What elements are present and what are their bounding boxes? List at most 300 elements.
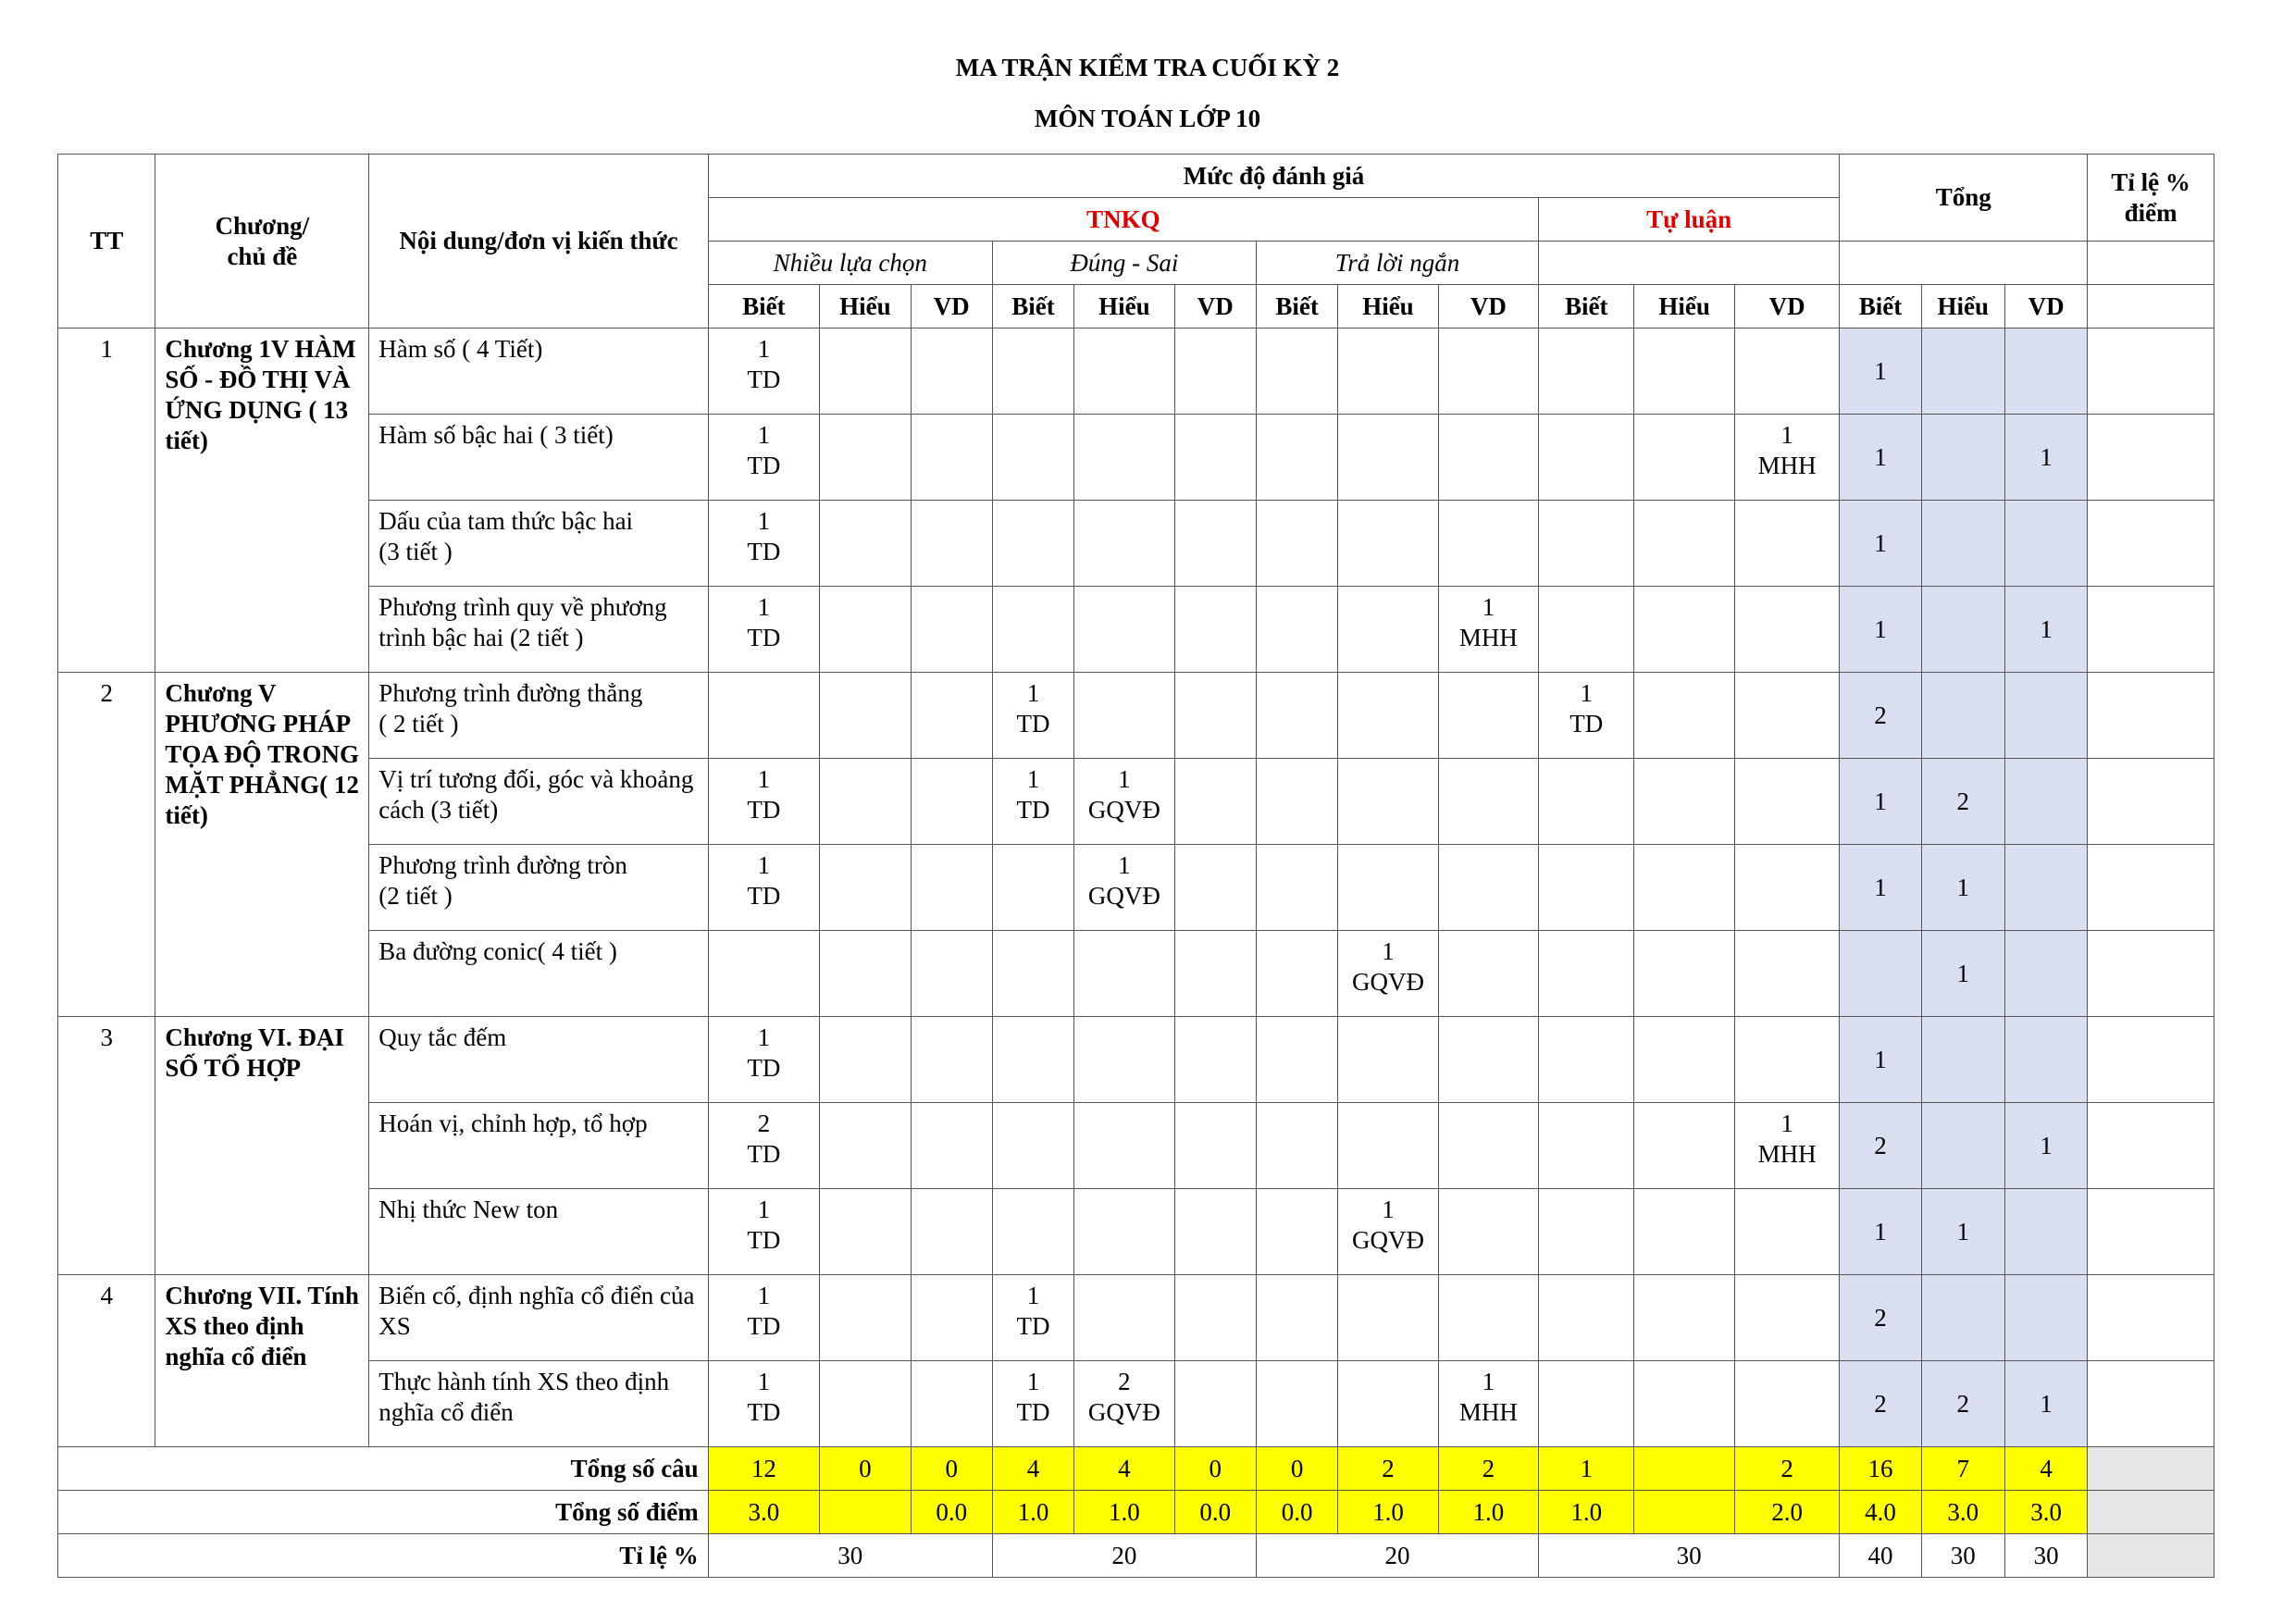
header-short-answer: Trả lời ngắn xyxy=(1256,242,1538,285)
question-cell xyxy=(1539,501,1634,587)
question-cell xyxy=(911,1103,992,1189)
question-cell xyxy=(1539,587,1634,673)
question-cell xyxy=(911,1017,992,1103)
row-total-cell: 1 xyxy=(2004,1361,2087,1447)
table-row xyxy=(58,759,2214,845)
question-cell xyxy=(820,673,911,759)
chapter-name: Chương V PHƯƠNG PHÁP TỌA ĐỘ TRONG MẶT PHẲNG( 12 tiết) xyxy=(155,673,369,1017)
total-points-row-value: 1.0 xyxy=(992,1491,1073,1534)
question-cell xyxy=(1438,501,1538,587)
content-unit: Quy tắc đếm xyxy=(369,1017,708,1103)
row-total-cell xyxy=(1921,1103,2004,1189)
row-total-cell xyxy=(2004,1275,2087,1361)
question-cell xyxy=(911,1275,992,1361)
table-row xyxy=(58,673,2214,759)
percent-group-value: 20 xyxy=(992,1534,1256,1578)
question-cell xyxy=(911,931,992,1017)
question-cell xyxy=(1539,759,1634,845)
total-points-row-value: 3.0 xyxy=(708,1491,819,1534)
question-cell xyxy=(820,415,911,501)
question-cell: 1 TD xyxy=(708,1275,819,1361)
question-cell xyxy=(1256,673,1337,759)
question-cell xyxy=(1256,1103,1337,1189)
question-cell xyxy=(1734,501,1839,587)
question-cell xyxy=(1634,845,1734,931)
table-row xyxy=(58,1017,2214,1103)
row-total-cell xyxy=(1921,673,2004,759)
header-tnkq: TNKQ xyxy=(708,198,1538,242)
header-level-blank xyxy=(2088,285,2214,329)
header-level-vd: VD xyxy=(2004,285,2087,329)
question-cell xyxy=(1256,1275,1337,1361)
question-cell xyxy=(992,329,1073,415)
row-total-cell xyxy=(2004,759,2087,845)
question-cell xyxy=(1634,1361,1734,1447)
row-total-cell xyxy=(2004,1189,2087,1275)
question-cell xyxy=(1256,587,1337,673)
row-total-cell: 2 xyxy=(1921,759,2004,845)
question-cell xyxy=(1539,1275,1634,1361)
row-total-cell: 1 xyxy=(1840,329,1921,415)
question-cell xyxy=(1338,1103,1438,1189)
question-cell xyxy=(1256,931,1337,1017)
question-cell xyxy=(1174,1361,1256,1447)
percent-total-value: 40 xyxy=(1840,1534,1921,1578)
row-ratio-cell xyxy=(2088,415,2214,501)
table-row xyxy=(58,931,2214,1017)
question-cell xyxy=(1634,1189,1734,1275)
question-cell xyxy=(1539,329,1634,415)
total-questions-row-value: 1 xyxy=(1539,1447,1634,1491)
row-total-cell: 1 xyxy=(2004,587,2087,673)
total-questions-row-label: Tổng số câu xyxy=(58,1447,709,1491)
question-cell xyxy=(1438,329,1538,415)
question-cell xyxy=(1734,931,1839,1017)
row-total-cell xyxy=(2004,931,2087,1017)
table-row xyxy=(58,845,2214,931)
total-points-row-value: 3.0 xyxy=(1921,1491,2004,1534)
row-total-cell: 2 xyxy=(1840,1275,1921,1361)
question-cell xyxy=(1256,415,1337,501)
question-cell xyxy=(992,1017,1073,1103)
question-cell xyxy=(708,673,819,759)
question-cell xyxy=(911,759,992,845)
content-unit: Hoán vị, chỉnh hợp, tổ hợp xyxy=(369,1103,708,1189)
question-cell xyxy=(1256,1189,1337,1275)
row-total-cell xyxy=(2004,501,2087,587)
question-cell xyxy=(1338,845,1438,931)
question-cell xyxy=(911,1189,992,1275)
question-cell xyxy=(1634,759,1734,845)
question-cell xyxy=(1438,1275,1538,1361)
question-cell xyxy=(1338,587,1438,673)
question-cell xyxy=(992,845,1073,931)
chapter-name: Chương VII. Tính XS theo định nghĩa cổ điển xyxy=(155,1275,369,1447)
question-cell xyxy=(1539,1017,1634,1103)
content-unit: Phương trình đường tròn (2 tiết ) xyxy=(369,845,708,931)
question-cell xyxy=(1338,1017,1438,1103)
question-cell: 1 MHH xyxy=(1438,587,1538,673)
question-cell xyxy=(1734,1017,1839,1103)
table-row xyxy=(58,329,2214,415)
header-level-hieu: Hiểu xyxy=(820,285,911,329)
row-total-cell xyxy=(1921,415,2004,501)
question-cell xyxy=(820,759,911,845)
row-ratio-cell xyxy=(2088,673,2214,759)
total-questions-row xyxy=(58,1447,2214,1491)
chapter-number: 1 xyxy=(58,329,155,673)
total-points-row-value: 1.0 xyxy=(1539,1491,1634,1534)
content-unit: Thực hành tính XS theo định nghĩa cổ điển xyxy=(369,1361,708,1447)
row-ratio-cell xyxy=(2088,1103,2214,1189)
question-cell: 1 TD xyxy=(1539,673,1634,759)
question-cell xyxy=(1634,329,1734,415)
question-cell xyxy=(1539,1189,1634,1275)
question-cell xyxy=(1174,845,1256,931)
row-total-cell: 2 xyxy=(1840,1361,1921,1447)
question-cell: 1 TD xyxy=(708,501,819,587)
row-ratio-cell xyxy=(2088,1189,2214,1275)
total-questions-row-value: 4 xyxy=(1074,1447,1174,1491)
header-level-hieu: Hiểu xyxy=(1921,285,2004,329)
total-points-row-ratio-blank xyxy=(2088,1491,2214,1534)
question-cell xyxy=(1634,415,1734,501)
question-cell xyxy=(1338,673,1438,759)
question-cell: 1 TD xyxy=(708,1189,819,1275)
question-cell xyxy=(1734,673,1839,759)
question-cell xyxy=(1539,415,1634,501)
row-ratio-cell xyxy=(2088,845,2214,931)
percent-ratio-blank xyxy=(2088,1534,2214,1578)
question-cell xyxy=(1634,587,1734,673)
row-total-cell: 1 xyxy=(2004,415,2087,501)
header-level-biet: Biết xyxy=(708,285,819,329)
header-level-biet: Biết xyxy=(1256,285,1337,329)
question-cell xyxy=(992,931,1073,1017)
chapter-name: Chương VI. ĐẠI SỐ TỔ HỢP xyxy=(155,1017,369,1275)
percent-group-value: 20 xyxy=(1256,1534,1538,1578)
header-level-hieu: Hiểu xyxy=(1634,285,1734,329)
question-cell xyxy=(911,329,992,415)
row-total-cell: 1 xyxy=(1921,931,2004,1017)
question-cell xyxy=(911,501,992,587)
question-cell: 1 TD xyxy=(708,845,819,931)
assessment-matrix-table xyxy=(57,154,2214,1578)
question-cell xyxy=(911,587,992,673)
question-cell xyxy=(1634,1275,1734,1361)
row-ratio-cell xyxy=(2088,759,2214,845)
percent-group-value: 30 xyxy=(708,1534,992,1578)
table-row xyxy=(58,501,2214,587)
row-total-cell xyxy=(1840,931,1921,1017)
total-questions-row-value: 7 xyxy=(1921,1447,2004,1491)
content-unit: Hàm số ( 4 Tiết) xyxy=(369,329,708,415)
row-total-cell: 2 xyxy=(1840,673,1921,759)
header-multiple-choice: Nhiều lựa chọn xyxy=(708,242,992,285)
question-cell xyxy=(820,1103,911,1189)
question-cell xyxy=(1539,931,1634,1017)
total-questions-row-value: 2 xyxy=(1338,1447,1438,1491)
question-cell xyxy=(1338,329,1438,415)
chapter-number: 3 xyxy=(58,1017,155,1275)
row-total-cell: 1 xyxy=(2004,1103,2087,1189)
content-unit: Phương trình đường thẳng ( 2 tiết ) xyxy=(369,673,708,759)
total-points-row-label: Tổng số điểm xyxy=(58,1491,709,1534)
row-ratio-cell xyxy=(2088,931,2214,1017)
header-true-false: Đúng - Sai xyxy=(992,242,1256,285)
question-cell xyxy=(1338,415,1438,501)
question-cell xyxy=(1634,1017,1734,1103)
question-cell xyxy=(911,845,992,931)
header-chapter: Chương/ chủ đề xyxy=(155,155,369,329)
question-cell xyxy=(1438,1189,1538,1275)
question-cell: 1 TD xyxy=(992,1361,1073,1447)
row-total-cell: 1 xyxy=(1840,587,1921,673)
row-total-cell: 2 xyxy=(1840,1103,1921,1189)
question-cell xyxy=(1074,587,1174,673)
header-level-vd: VD xyxy=(1174,285,1256,329)
row-total-cell: 2 xyxy=(1921,1361,2004,1447)
question-cell xyxy=(1074,931,1174,1017)
question-cell: 1 TD xyxy=(708,415,819,501)
question-cell: 1 GQVĐ xyxy=(1074,845,1174,931)
question-cell xyxy=(1338,1275,1438,1361)
header-level-vd: VD xyxy=(1734,285,1839,329)
header-total: Tổng xyxy=(1840,155,2088,242)
total-points-row-value: 2.0 xyxy=(1734,1491,1839,1534)
header-level-biet: Biết xyxy=(1539,285,1634,329)
question-cell xyxy=(992,501,1073,587)
content-unit: Ba đường conic( 4 tiết ) xyxy=(369,931,708,1017)
row-total-cell xyxy=(1921,587,2004,673)
question-cell xyxy=(1174,587,1256,673)
question-cell xyxy=(1438,1017,1538,1103)
question-cell xyxy=(1539,845,1634,931)
row-total-cell: 1 xyxy=(1840,759,1921,845)
question-cell xyxy=(820,1017,911,1103)
question-cell xyxy=(1539,1361,1634,1447)
row-total-cell xyxy=(1921,1275,2004,1361)
question-cell xyxy=(1074,415,1174,501)
question-cell xyxy=(1438,673,1538,759)
header-level-hieu: Hiểu xyxy=(1074,285,1174,329)
row-total-cell: 1 xyxy=(1840,415,1921,501)
total-points-row-value: 0.0 xyxy=(1174,1491,1256,1534)
question-cell xyxy=(1174,1189,1256,1275)
table-row xyxy=(58,587,2214,673)
row-ratio-cell xyxy=(2088,587,2214,673)
row-ratio-cell xyxy=(2088,1361,2214,1447)
total-points-row xyxy=(58,1491,2214,1534)
question-cell xyxy=(820,501,911,587)
question-cell xyxy=(1734,1189,1839,1275)
row-total-cell: 1 xyxy=(1840,501,1921,587)
question-cell xyxy=(820,1361,911,1447)
table-row xyxy=(58,1275,2214,1361)
question-cell xyxy=(1438,759,1538,845)
content-unit: Phương trình quy về phương trình bậc hai (2 tiết ) xyxy=(369,587,708,673)
table-row xyxy=(58,415,2214,501)
question-cell xyxy=(1074,501,1174,587)
total-questions-row-value: 16 xyxy=(1840,1447,1921,1491)
header-essay: Tự luận xyxy=(1539,198,1840,242)
total-questions-row-value: 0 xyxy=(1256,1447,1337,1491)
header-ratio-blank xyxy=(2088,242,2214,285)
total-questions-row-value: 2 xyxy=(1734,1447,1839,1491)
total-questions-row-value: 12 xyxy=(708,1447,819,1491)
question-cell: 1 TD xyxy=(708,1361,819,1447)
header-level-vd: VD xyxy=(1438,285,1538,329)
header-essay-blank xyxy=(1539,242,1840,285)
question-cell xyxy=(1734,845,1839,931)
question-cell xyxy=(1539,1103,1634,1189)
table-row xyxy=(58,1189,2214,1275)
question-cell xyxy=(1256,329,1337,415)
percent-group-value: 30 xyxy=(1539,1534,1840,1578)
question-cell: 2 TD xyxy=(708,1103,819,1189)
total-points-row-value: 3.0 xyxy=(2004,1491,2087,1534)
total-points-row-value: 0.0 xyxy=(1256,1491,1337,1534)
row-total-cell: 1 xyxy=(1921,845,2004,931)
table-row xyxy=(58,1361,2214,1447)
total-questions-row-value: 4 xyxy=(2004,1447,2087,1491)
total-questions-row-value: 0 xyxy=(820,1447,911,1491)
total-points-row-value: 1.0 xyxy=(1338,1491,1438,1534)
question-cell xyxy=(992,1189,1073,1275)
question-cell xyxy=(992,587,1073,673)
content-unit: Hàm số bậc hai ( 3 tiết) xyxy=(369,415,708,501)
question-cell xyxy=(820,845,911,931)
question-cell xyxy=(911,1361,992,1447)
chapter-number: 2 xyxy=(58,673,155,1017)
document-subtitle: MÔN TOÁN LỚP 10 xyxy=(1034,105,1261,132)
question-cell xyxy=(1174,1275,1256,1361)
question-cell xyxy=(1438,1103,1538,1189)
percent-row-label: Tỉ lệ % xyxy=(58,1534,709,1578)
question-cell: 1 TD xyxy=(708,1017,819,1103)
row-total-cell: 1 xyxy=(1840,845,1921,931)
document-title: MA TRẬN KIỂM TRA CUỐI KỲ 2 xyxy=(955,54,1340,81)
question-cell xyxy=(1074,673,1174,759)
question-cell: 1 GQVĐ xyxy=(1074,759,1174,845)
total-questions-row-ratio-blank xyxy=(2088,1447,2214,1491)
row-total-cell xyxy=(1921,329,2004,415)
question-cell xyxy=(1174,673,1256,759)
question-cell xyxy=(1074,1017,1174,1103)
table-row xyxy=(58,1103,2214,1189)
total-questions-row-value: 4 xyxy=(992,1447,1073,1491)
question-cell: 2 GQVĐ xyxy=(1074,1361,1174,1447)
question-cell xyxy=(911,673,992,759)
question-cell xyxy=(992,1103,1073,1189)
question-cell xyxy=(1634,1103,1734,1189)
question-cell xyxy=(1734,587,1839,673)
header-score-ratio: Tỉ lệ % điểm xyxy=(2088,155,2214,242)
question-cell xyxy=(1174,329,1256,415)
question-cell xyxy=(1174,759,1256,845)
header-assessment-level: Mức độ đánh giá xyxy=(708,155,1840,198)
question-cell xyxy=(820,1189,911,1275)
question-cell xyxy=(1174,931,1256,1017)
question-cell xyxy=(1174,415,1256,501)
content-unit: Vị trí tương đối, góc và khoảng cách (3 tiết) xyxy=(369,759,708,845)
row-ratio-cell xyxy=(2088,1275,2214,1361)
question-cell xyxy=(1734,329,1839,415)
question-cell xyxy=(1734,1361,1839,1447)
question-cell: 1 TD xyxy=(708,329,819,415)
total-points-row-value: 4.0 xyxy=(1840,1491,1921,1534)
question-cell xyxy=(1256,501,1337,587)
question-cell xyxy=(1634,673,1734,759)
row-total-cell xyxy=(1921,1017,2004,1103)
chapter-number: 4 xyxy=(58,1275,155,1447)
question-cell xyxy=(1256,759,1337,845)
content-unit: Nhị thức New ton xyxy=(369,1189,708,1275)
total-questions-row-value: 0 xyxy=(911,1447,992,1491)
question-cell xyxy=(820,1275,911,1361)
percent-total-value: 30 xyxy=(1921,1534,2004,1578)
percent-total-value: 30 xyxy=(2004,1534,2087,1578)
question-cell xyxy=(1338,1361,1438,1447)
total-points-row-value: 0.0 xyxy=(911,1491,992,1534)
header-level-biet: Biết xyxy=(992,285,1073,329)
question-cell xyxy=(1338,759,1438,845)
row-total-cell xyxy=(2004,845,2087,931)
total-points-row-value: 1.0 xyxy=(1438,1491,1538,1534)
question-cell xyxy=(1074,1103,1174,1189)
row-total-cell: 1 xyxy=(1840,1017,1921,1103)
total-questions-row-value xyxy=(1634,1447,1734,1491)
question-cell xyxy=(1734,1275,1839,1361)
question-cell xyxy=(1634,501,1734,587)
question-cell xyxy=(1174,1017,1256,1103)
question-cell xyxy=(1174,1103,1256,1189)
row-ratio-cell xyxy=(2088,501,2214,587)
header-total-blank xyxy=(1840,242,2088,285)
header-tt: TT xyxy=(58,155,155,329)
row-ratio-cell xyxy=(2088,329,2214,415)
row-total-cell: 1 xyxy=(1840,1189,1921,1275)
row-ratio-cell xyxy=(2088,1017,2214,1103)
question-cell xyxy=(911,415,992,501)
chapter-name: Chương 1V HÀM SỐ - ĐỒ THỊ VÀ ỨNG DỤNG ( 13 tiết) xyxy=(155,329,369,673)
question-cell xyxy=(1438,415,1538,501)
total-points-row-value: 1.0 xyxy=(1074,1491,1174,1534)
question-cell: 1 TD xyxy=(992,673,1073,759)
total-points-row-value xyxy=(1634,1491,1734,1534)
header-content: Nội dung/đơn vị kiến thức xyxy=(369,155,708,329)
question-cell xyxy=(820,329,911,415)
question-cell xyxy=(1074,1189,1174,1275)
question-cell xyxy=(1438,845,1538,931)
question-cell xyxy=(1256,845,1337,931)
question-cell xyxy=(1734,759,1839,845)
question-cell xyxy=(1074,1275,1174,1361)
header-level-hieu: Hiểu xyxy=(1338,285,1438,329)
row-total-cell xyxy=(2004,673,2087,759)
header-level-biet: Biết xyxy=(1840,285,1921,329)
question-cell: 1 TD xyxy=(992,1275,1073,1361)
question-cell xyxy=(1256,1361,1337,1447)
question-cell: 1 TD xyxy=(992,759,1073,845)
question-cell xyxy=(820,587,911,673)
content-unit: Biến cố, định nghĩa cổ điển của XS xyxy=(369,1275,708,1361)
percent-row xyxy=(58,1534,2214,1578)
question-cell xyxy=(1074,329,1174,415)
row-total-cell: 1 xyxy=(1921,1189,2004,1275)
question-cell: 1 GQVĐ xyxy=(1338,1189,1438,1275)
total-questions-row-value: 0 xyxy=(1174,1447,1256,1491)
